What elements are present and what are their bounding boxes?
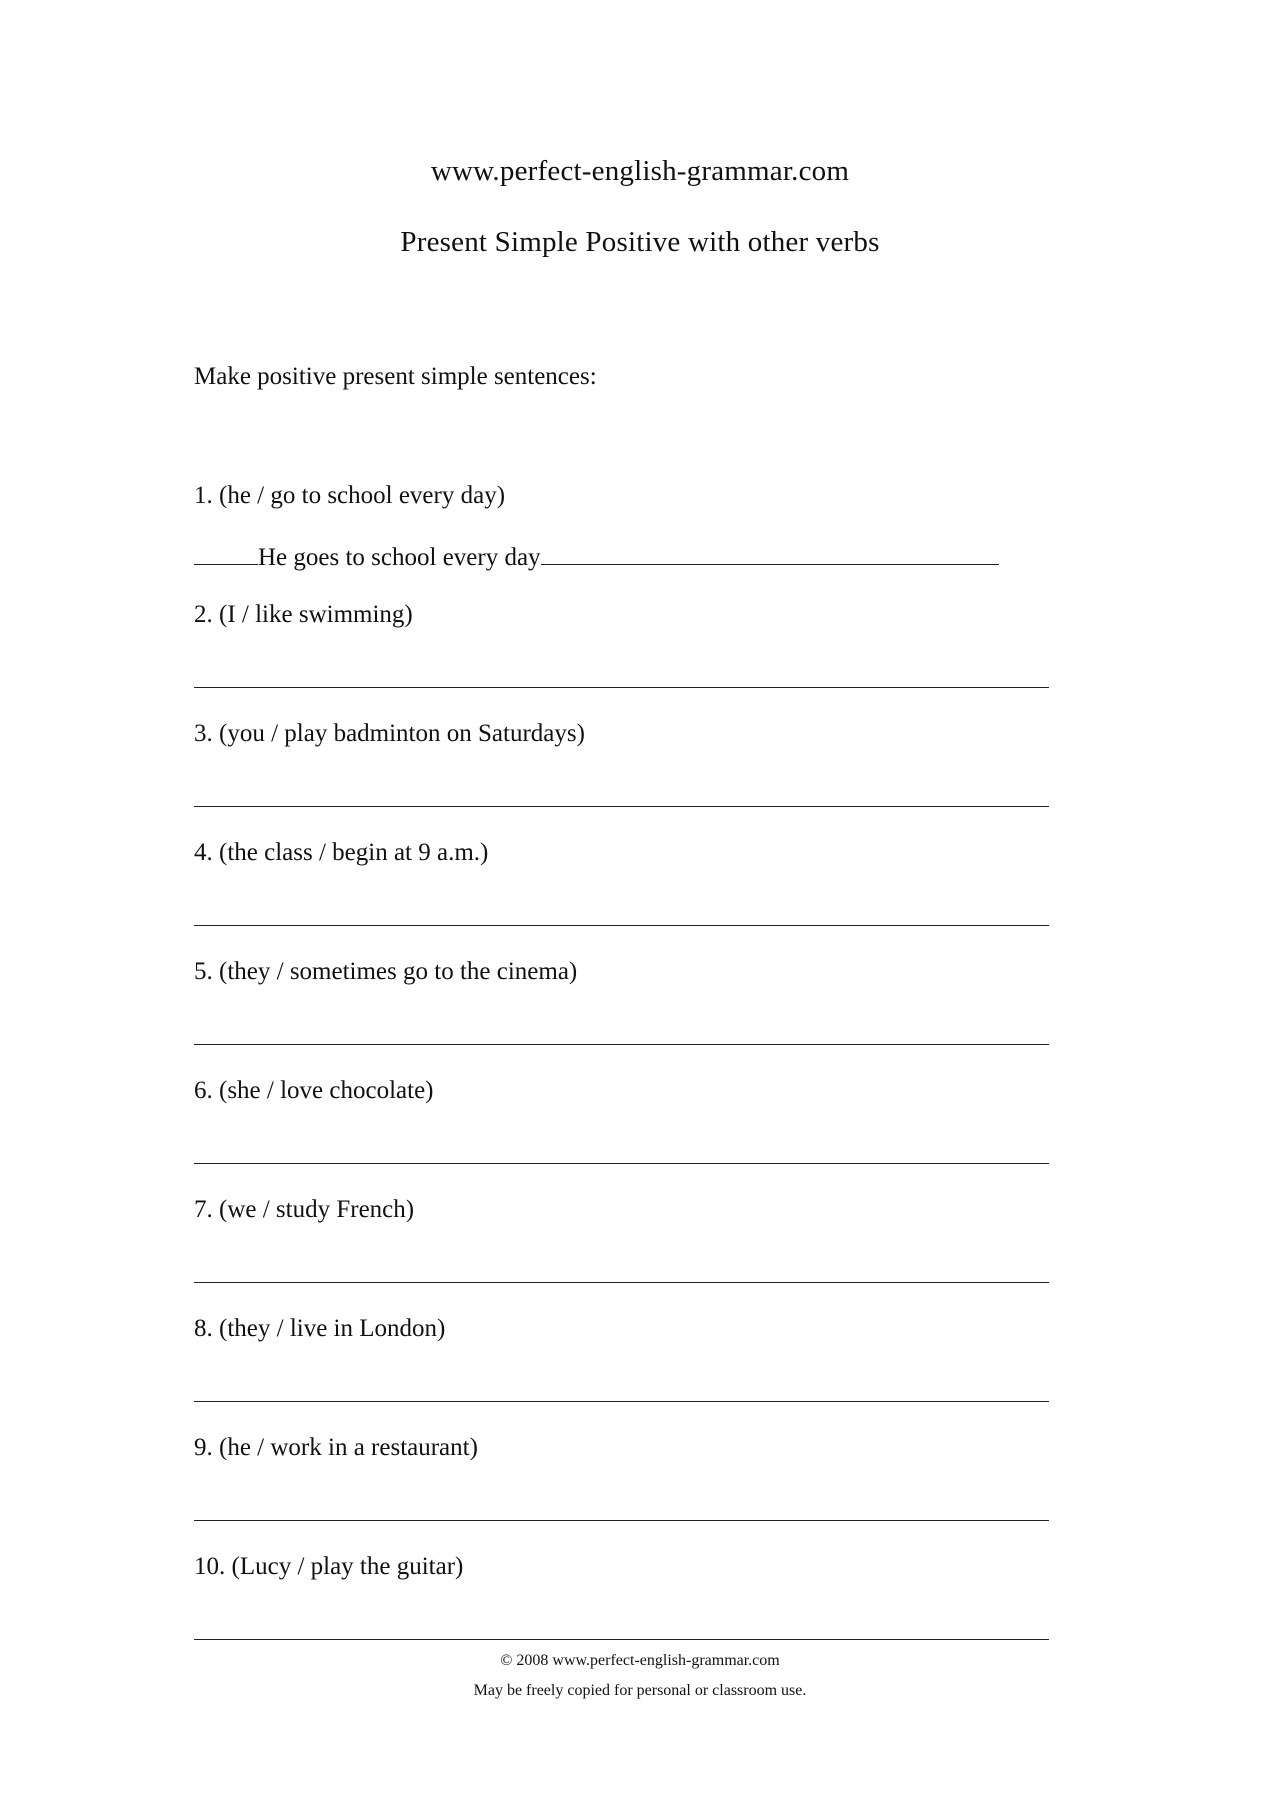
exercise-item [194, 601, 1054, 720]
exercise-prompt: 7. (we / study French) [194, 1196, 415, 1223]
exercise-item [194, 1315, 1054, 1434]
worksheet-title: Present Simple Positive with other verbs [400, 226, 880, 258]
exercise-item [194, 720, 1054, 839]
answer-blank-tail [541, 542, 999, 565]
example-answer-text: He goes to school every day [258, 544, 541, 571]
exercise-item [194, 839, 1054, 958]
exercise-item [194, 482, 1054, 601]
exercise-prompt: 4. (the class / begin at 9 a.m.) [194, 839, 489, 866]
exercise-prompt: 9. (he / work in a restaurant) [194, 1434, 478, 1461]
instructions: Make positive present simple sentences: [194, 363, 597, 390]
exercise-prompt: 5. (they / sometimes go to the cinema) [194, 958, 578, 985]
answer-line [194, 806, 1049, 807]
exercise-prompt: 6. (she / love chocolate) [194, 1077, 434, 1104]
footer-note: May be freely copied for personal or classroom use. [473, 1682, 807, 1699]
exercise-prompt: 8. (they / live in London) [194, 1315, 446, 1342]
exercise-prompt: 3. (you / play badminton on Saturdays) [194, 720, 585, 747]
answer-line [194, 1044, 1049, 1045]
exercise-item [194, 1077, 1054, 1196]
exercise-item [194, 958, 1054, 1077]
footer-copyright: © 2008 www.perfect-english-grammar.com [500, 1652, 780, 1669]
example-answer-line [194, 542, 999, 572]
answer-line [194, 1163, 1049, 1164]
exercise-item [194, 1434, 1054, 1553]
answer-line [194, 925, 1049, 926]
exercise-item [194, 1196, 1054, 1315]
site-url-heading: www.perfect-english-grammar.com [430, 155, 850, 187]
exercise-prompt: 10. (Lucy / play the guitar) [194, 1553, 464, 1580]
answer-blank-lead [194, 542, 258, 565]
answer-line [194, 1639, 1049, 1640]
exercise-prompt: 1. (he / go to school every day) [194, 482, 506, 509]
answer-line [194, 687, 1049, 688]
answer-line [194, 1282, 1049, 1283]
answer-line [194, 1520, 1049, 1521]
answer-line [194, 1401, 1049, 1402]
exercise-list [194, 482, 1054, 1672]
exercise-prompt: 2. (I / like swimming) [194, 601, 413, 628]
